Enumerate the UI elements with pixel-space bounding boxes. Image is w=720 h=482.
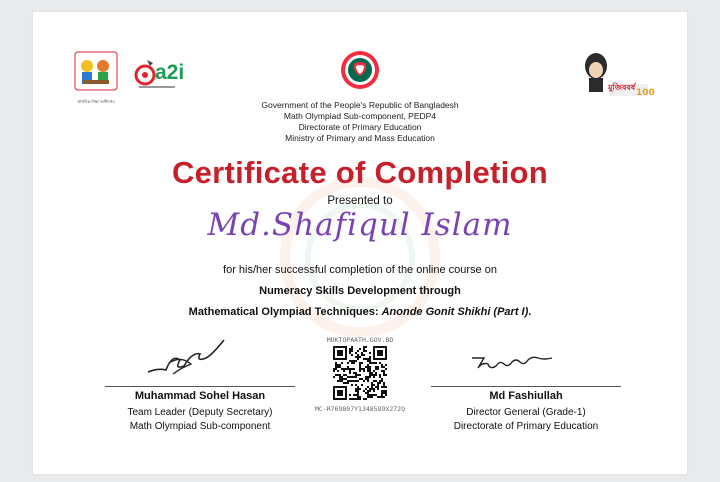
signature-line-right [431,386,621,387]
signature-right [468,350,578,374]
svg-text:100: 100 [636,88,655,98]
course-line-2-suffix: . [528,306,532,318]
header-line-ministry: Ministry of Primary and Mass Education [285,133,435,143]
presented-to-label: Presented to [327,195,393,207]
course-name-italic: Anonde Gonit Shikhi (Part I) [381,306,529,318]
qr-certificate-code: MC-R769807Y1348589X272Q [314,405,405,413]
a2i-logo-text: a2i [155,61,185,84]
dpe-logo-caption: প্রাথমিক শিক্ষা অধিদপ্তর [77,99,115,104]
course-line-2 [33,306,687,318]
header-line-directorate: Directorate of Primary Education [298,122,422,132]
certificate [33,12,687,474]
header-line-subcomponent: Math Olympiad Sub-component, PEDP4 [283,111,437,121]
completion-statement: for his/her successful completion of the online course on [223,264,497,276]
dpe-logo [73,50,119,104]
signatory-left-name: Muhammad Sohel Hasan [134,390,266,402]
header-line-government: Government of the People's Republic of Bangladesh [261,100,459,110]
signatory-left [93,390,307,434]
recipient-name: Md.Shafiqul Islam [207,207,513,243]
mujib-borsho-text: মুজিববর্ষ [608,83,636,92]
course-line-2-prefix: Mathematical Olympiad Techniques: [188,306,382,318]
header-block [33,100,687,144]
signature-line-left [105,386,295,387]
signatory-right [419,390,633,434]
mujib-borsho-logo [578,46,655,100]
signatory-right-name: Md Fashiullah [489,390,563,402]
qr-code[interactable] [333,346,387,400]
signatory-left-department: Math Olympiad Sub-component [129,421,271,432]
a2i-logo [133,58,183,94]
signature-left [143,342,233,378]
signatory-right-title: Director General (Grade-1) [466,407,586,418]
certificate-title: Certificate of Completion [171,155,549,190]
course-line-1: Numeracy Skills Development through [259,285,461,297]
qr-site-label: MUKTOPAATH.GOV.BD [326,336,394,344]
signatory-right-department: Directorate of Primary Education [453,421,599,432]
signatory-left-title: Team Leader (Deputy Secretary) [127,407,273,418]
government-seal-icon [340,50,380,90]
